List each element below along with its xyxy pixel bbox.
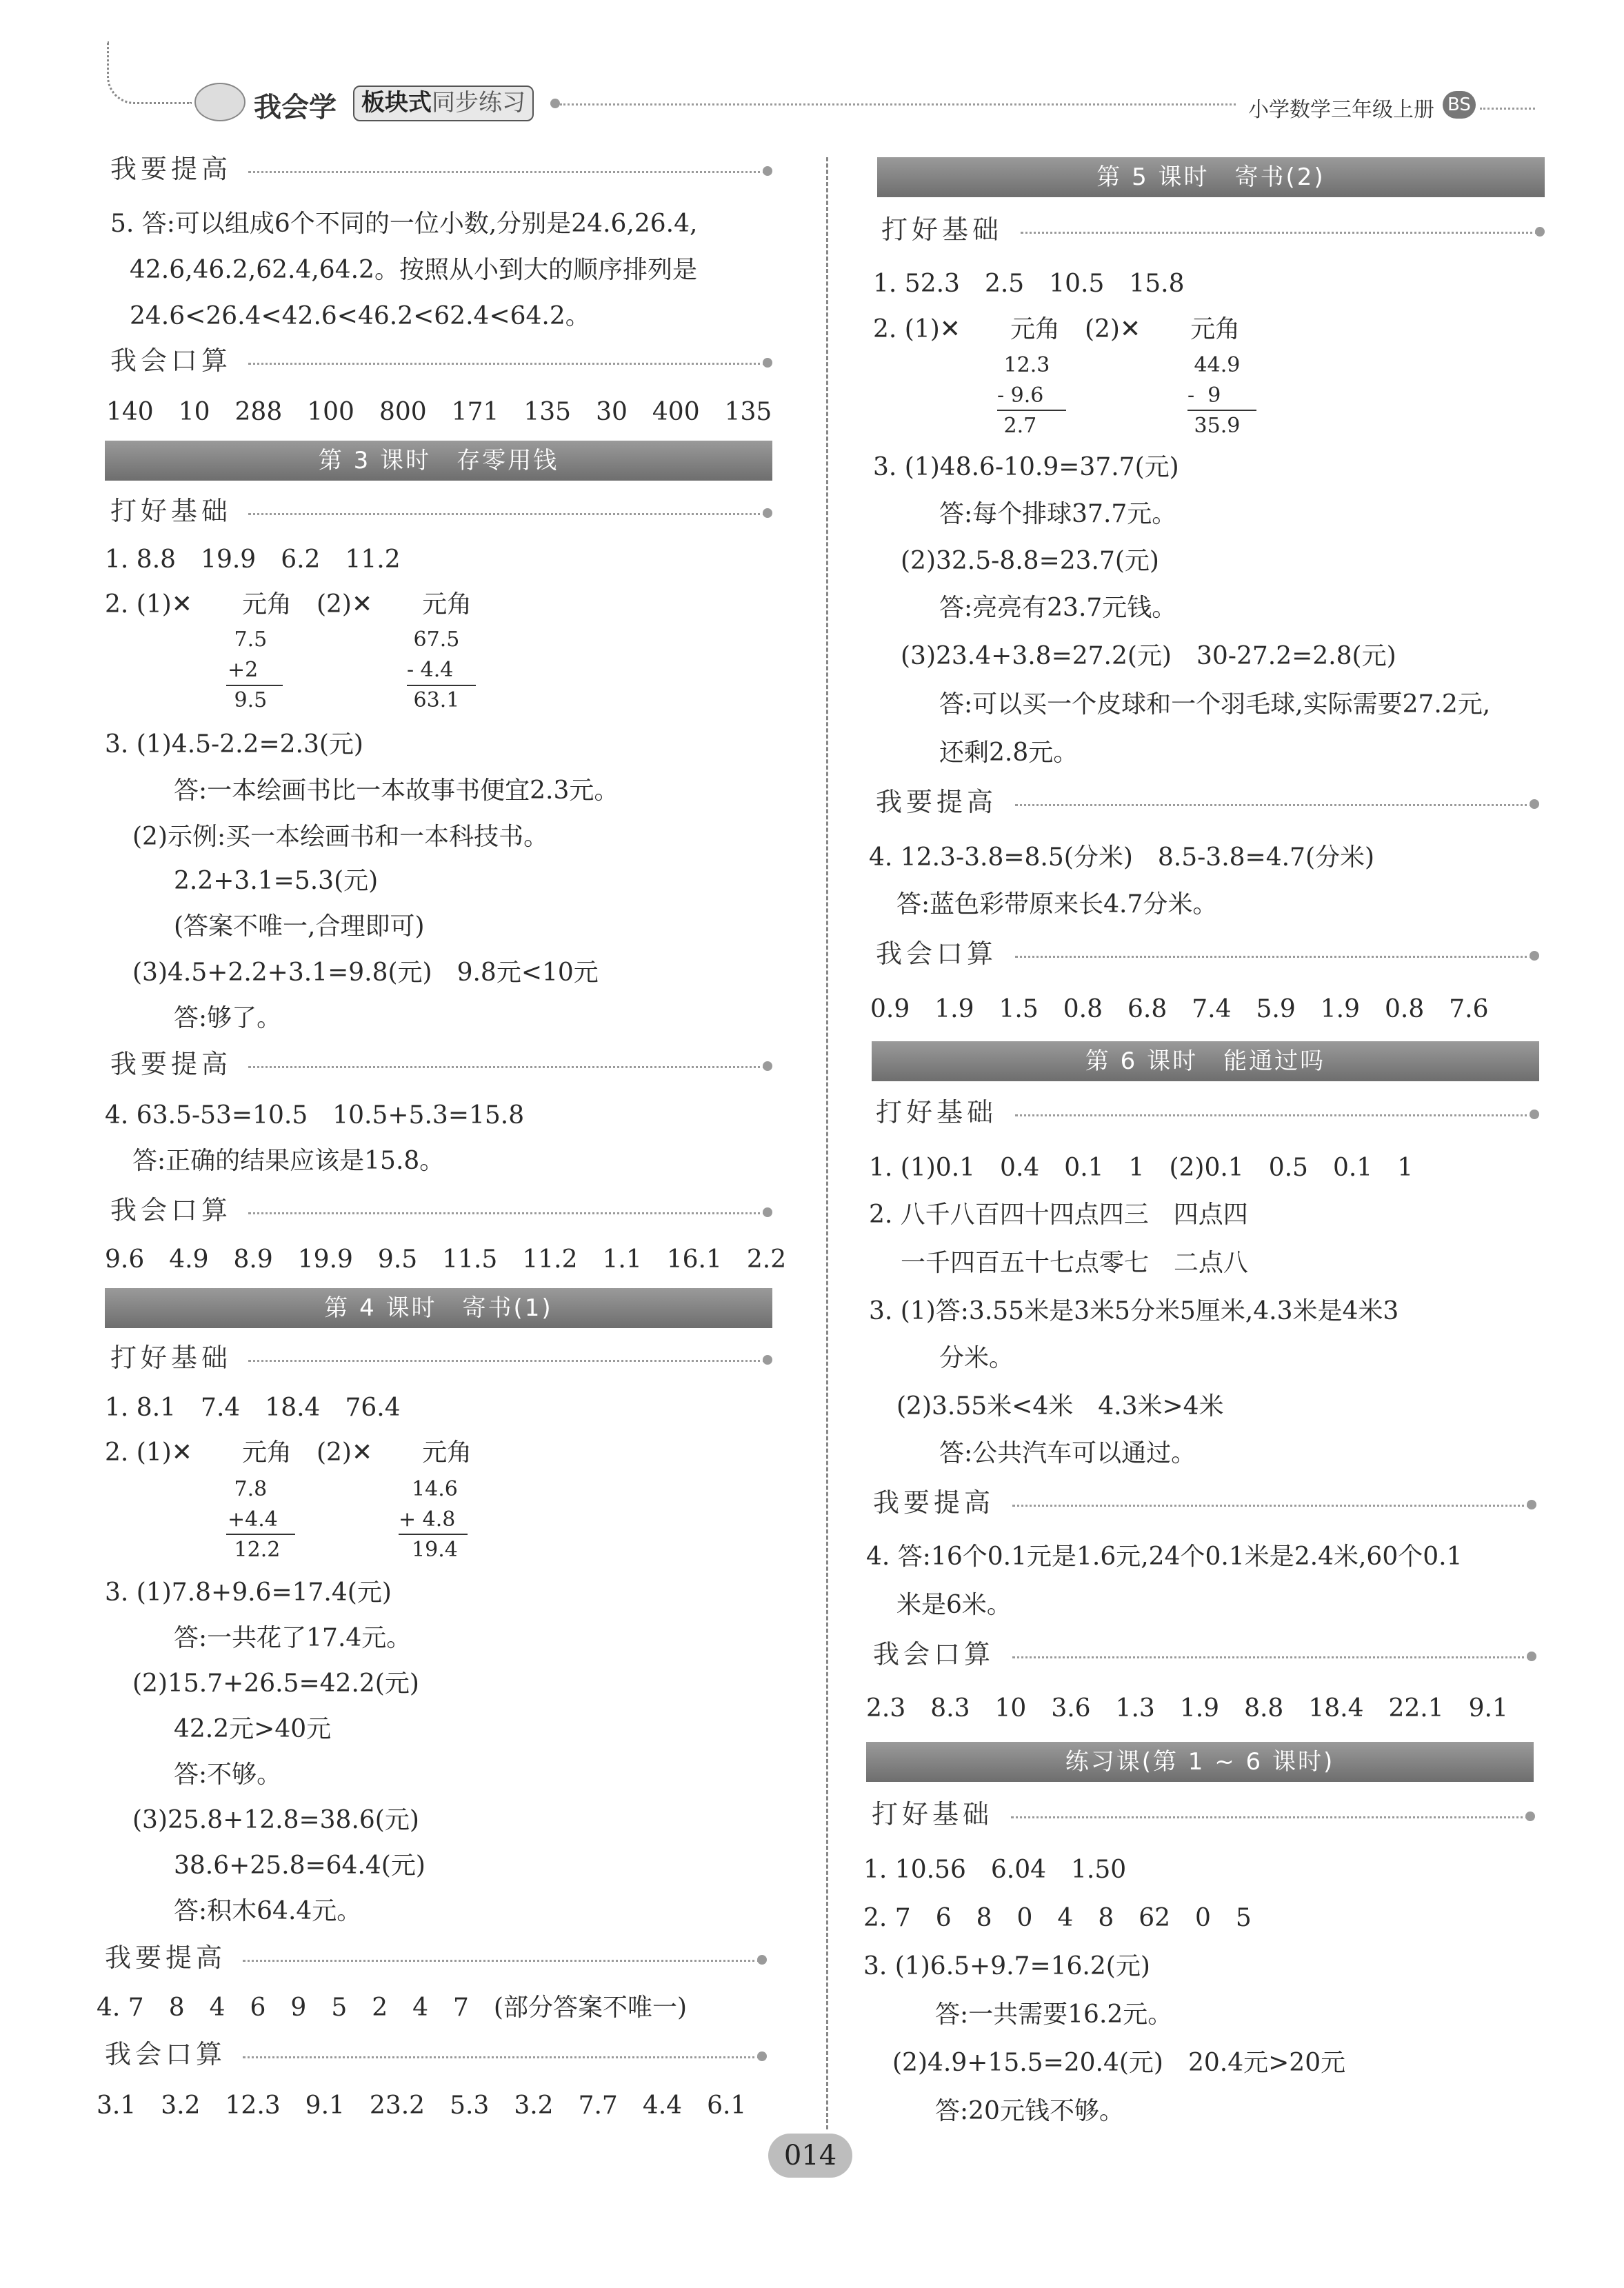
section-heading: 打好基础 [110, 496, 232, 526]
answer-line: 38.6+25.8=64.4(元) [174, 1852, 425, 1880]
section-heading: 我会口算 [105, 2039, 227, 2069]
answer-line: 答:蓝色彩带原来长4.7分米。 [896, 890, 1218, 919]
vertical-calc: 14.6 + 4.8 19.4 [399, 1477, 458, 1562]
answer-line: 答:够了。 [174, 1004, 282, 1032]
answer-line: 5. 答:可以组成6个不同的一位小数,分别是24.6,26.4, [110, 210, 698, 238]
header-dot [550, 99, 560, 108]
section-heading: 我会口算 [110, 1195, 232, 1225]
section-heading: 打好基础 [872, 1799, 994, 1829]
answer-line: 答:一共花了17.4元。 [174, 1624, 412, 1652]
section-rule [248, 513, 765, 515]
answer-line: 答:一共需要16.2元。 [935, 2000, 1173, 2029]
answer-line: 答:每个排球37.7元。 [939, 500, 1177, 528]
header-edition-badge: BS [1443, 91, 1476, 119]
section-dot [763, 508, 772, 518]
section-dot [763, 1207, 772, 1217]
section-heading: 我要提高 [110, 1049, 232, 1079]
header-series-b: 同步练习 [432, 89, 525, 117]
section-heading: 打好基础 [881, 214, 1003, 245]
section-heading: 我会口算 [876, 939, 998, 969]
section-rule [248, 363, 765, 365]
section-dot [1530, 951, 1539, 961]
vertical-calc: 44.9 - 9 35.9 [1187, 353, 1241, 438]
section-heading: 我要提高 [873, 1487, 995, 1518]
page-number: 014 [768, 2134, 852, 2178]
section-heading: 我要提高 [876, 787, 998, 817]
header-series-box [353, 86, 534, 121]
vertical-calc: 7.8 +4.4 12.2 [228, 1477, 281, 1562]
answer-line: (3)23.4+3.8=27.2(元) 30-27.2=2.8(元) [901, 642, 1396, 670]
answer-line: 2. 7 6 8 0 4 8 62 0 5 [863, 1904, 1252, 1932]
answer-line: (2)3.55米<4米 4.3米>4米 [896, 1392, 1224, 1421]
answer-line: (3)25.8+12.8=38.6(元) [132, 1806, 419, 1834]
calc-line [226, 1534, 295, 1535]
section-rule [1011, 1816, 1528, 1818]
answer-line: 42.6,46.2,62.4,64.2。按照从小到大的顺序排列是 [130, 256, 697, 284]
answer-line: 3. (1)7.8+9.6=17.4(元) [105, 1578, 392, 1607]
lesson-title-bar: 第 6 课时 能通过吗 [872, 1041, 1539, 1081]
answer-line: (2)4.9+15.5=20.4(元) 20.4元>20元 [892, 2049, 1346, 2077]
section-heading: 我会口算 [110, 345, 232, 376]
header [0, 0, 1624, 138]
section-dot [1530, 799, 1539, 809]
section-rule [1021, 232, 1538, 234]
answer-line: 一千四百五十七点零七 二点八 [901, 1249, 1249, 1277]
mental-math-answers: 9.6 4.9 8.9 19.9 9.5 11.5 11.2 1.1 16.1 2.2 [105, 1245, 787, 1274]
lesson-title-bar: 第 4 课时 寄书(1) [105, 1288, 772, 1328]
answer-line: 2. 八千八百四十四点四三 四点四 [869, 1201, 1248, 1229]
lesson-title-bar: 第 3 课时 存零用钱 [105, 441, 772, 481]
section-dot [1530, 1110, 1539, 1119]
section-dot [1527, 1652, 1536, 1661]
section-dot [763, 358, 772, 368]
answer-line: 2.2+3.1=5.3(元) [174, 867, 379, 895]
section-heading: 打好基础 [110, 1343, 232, 1373]
section-rule [248, 1212, 765, 1214]
section-dot [763, 166, 772, 176]
vertical-calc: 7.5 +2 9.5 [228, 628, 268, 712]
column-divider [826, 157, 828, 2129]
mental-math-answers: 3.1 3.2 12.3 9.1 23.2 5.3 3.2 7.7 4.4 6.1 [97, 2091, 747, 2120]
section-heading: 我要提高 [110, 154, 232, 184]
calc-line [399, 1534, 468, 1535]
answer-line: 答:公共汽车可以通过。 [939, 1439, 1196, 1467]
mental-math-answers: 140 10 288 100 800 171 135 30 400 135 [106, 398, 772, 426]
answer-line: 3. (1)4.5-2.2=2.3(元) [105, 730, 363, 759]
answer-line: 答:一本绘画书比一本故事书便宜2.3元。 [174, 776, 619, 805]
answer-line: 还剩2.8元。 [939, 739, 1079, 767]
section-heading: 我要提高 [105, 1943, 227, 1973]
section-rule [1015, 956, 1532, 958]
answer-line: 3. (1)6.5+9.7=16.2(元) [863, 1952, 1150, 1980]
answer-line: (答案不唯一,合理即可) [174, 912, 425, 941]
answer-line: 1. 10.56 6.04 1.50 [863, 1856, 1127, 1884]
vertical-calc: 12.3 - 9.6 2.7 [997, 353, 1050, 438]
calc-line [407, 685, 476, 686]
header-brand: 我会学 [254, 92, 337, 123]
answer-line: 1. 8.8 19.9 6.2 11.2 [105, 545, 401, 574]
calc-line [226, 685, 283, 686]
answer-line: 答:不够。 [174, 1760, 282, 1789]
answer-line: 3. (1)答:3.55米是3米5分米5厘米,4.3米是4米3 [869, 1297, 1399, 1325]
answer-line: 2. (1)✕ 元角 (2)✕ 元角 [105, 590, 472, 619]
answer-line: 米是6米。 [896, 1591, 1012, 1619]
header-corner-line [107, 41, 192, 104]
answer-line: 1. 8.1 7.4 18.4 76.4 [105, 1394, 401, 1422]
answer-line: 1. (1)0.1 0.4 0.1 1 (2)0.1 0.5 0.1 1 [869, 1154, 1414, 1182]
answer-line: 答:正确的结果应该是15.8。 [132, 1147, 445, 1175]
header-rule-right [1480, 108, 1535, 110]
answer-line: 4. 12.3-3.8=8.5(分米) 8.5-3.8=4.7(分米) [869, 843, 1375, 872]
answer-line: (2)示例:买一本绘画书和一本科技书。 [132, 823, 549, 851]
section-heading: 我会口算 [873, 1639, 995, 1669]
section-dot [757, 1955, 767, 1965]
header-series: 板块式 [361, 89, 432, 117]
lesson-title-bar: 第 5 课时 寄书(2) [877, 157, 1545, 197]
section-dot [757, 2051, 767, 2061]
section-rule [248, 1360, 765, 1362]
section-dot [1525, 1812, 1535, 1821]
section-dot [763, 1061, 772, 1071]
section-heading: 打好基础 [876, 1097, 998, 1127]
answer-line: 3. (1)48.6-10.9=37.7(元) [873, 453, 1179, 481]
section-rule [248, 1066, 765, 1068]
header-book: 小学数学三年级上册 [1248, 98, 1434, 122]
section-rule [1015, 1114, 1532, 1116]
section-dot [1527, 1500, 1536, 1509]
vertical-calc: 67.5 - 4.4 63.1 [407, 628, 460, 712]
answer-line: (2)15.7+26.5=42.2(元) [132, 1669, 419, 1698]
section-rule [243, 1960, 760, 1962]
answer-line: 答:20元钱不够。 [935, 2097, 1124, 2125]
answer-line: 1. 52.3 2.5 10.5 15.8 [873, 270, 1185, 298]
answer-line: 2. (1)✕ 元角 (2)✕ 元角 [105, 1438, 472, 1467]
answer-line: 分米。 [939, 1344, 1014, 1372]
section-dot [1535, 227, 1545, 237]
answer-line: 24.6<26.4<42.6<46.2<62.4<64.2。 [130, 302, 590, 330]
section-rule [1012, 1656, 1530, 1658]
answer-line: 4. 63.5-53=10.5 10.5+5.3=15.8 [105, 1101, 525, 1130]
answer-line: 2. (1)✕ 元角 (2)✕ 元角 [873, 315, 1241, 343]
mascot-icon [194, 83, 245, 121]
answer-line: (2)32.5-8.8=23.7(元) [901, 547, 1159, 575]
section-rule [243, 2056, 760, 2058]
lesson-title-bar: 练习课(第 1 ~ 6 课时) [866, 1742, 1534, 1782]
answer-line: 答:可以买一个皮球和一个羽毛球,实际需要27.2元, [939, 690, 1491, 719]
mental-math-answers: 2.3 8.3 10 3.6 1.3 1.9 8.8 18.4 22.1 9.1 [866, 1694, 1508, 1723]
section-rule [248, 171, 765, 173]
calc-line [1187, 410, 1256, 411]
answer-line: 答:积木64.4元。 [174, 1897, 362, 1925]
header-rule [560, 103, 1236, 106]
answer-line: 答:亮亮有23.7元钱。 [939, 594, 1177, 622]
answer-line: 4. 答:16个0.1元是1.6元,24个0.1米是2.4米,60个0.1 [866, 1543, 1463, 1571]
answer-line: (3)4.5+2.2+3.1=9.8(元) 9.8元<10元 [132, 959, 599, 987]
section-dot [763, 1355, 772, 1365]
answer-line: 4. 7 8 4 6 9 5 2 4 7 (部分答案不唯一) [97, 1994, 688, 2022]
section-rule [1012, 1505, 1530, 1507]
section-rule [1015, 804, 1532, 806]
answer-line: 42.2元>40元 [174, 1715, 332, 1743]
calc-line [997, 410, 1066, 411]
mental-math-answers: 0.9 1.9 1.5 0.8 6.8 7.4 5.9 1.9 0.8 7.6 [870, 995, 1489, 1023]
